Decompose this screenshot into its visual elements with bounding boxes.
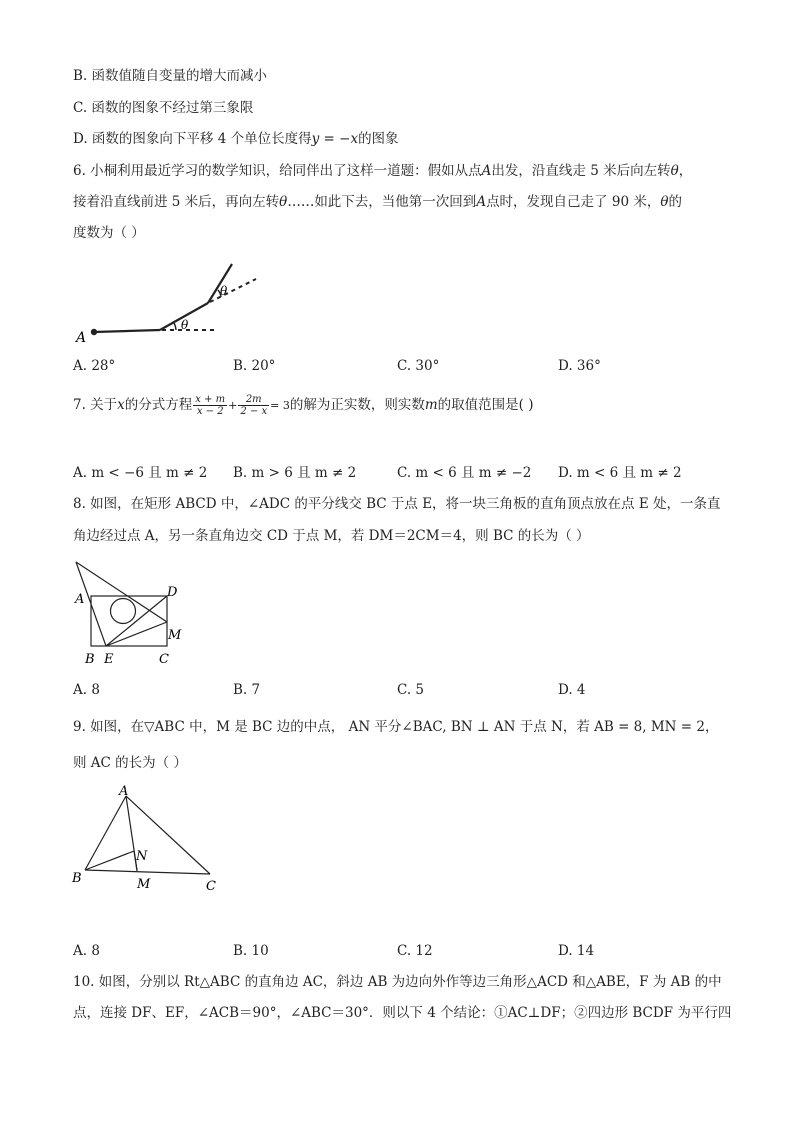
q8-label-c: C <box>159 652 169 667</box>
q5-option-d <box>73 130 399 148</box>
q9-label-c: C <box>206 879 216 894</box>
q6-line-2-d: 的 <box>668 194 682 210</box>
q6-point-a: A <box>481 163 492 179</box>
q6-option-a: A. 28° <box>73 358 116 374</box>
q9-option-a: A. 8 <box>73 943 100 959</box>
q9-option-b: B. 10 <box>233 943 269 959</box>
q6-option-b: B. 20° <box>233 358 276 374</box>
q5-option-c: C. 函数的图象不经过第三象限 <box>73 100 254 116</box>
q6-theta: θ <box>670 163 679 179</box>
q7-option-a: A. m < −6 且 m ≠ 2 <box>73 465 208 481</box>
q6-point-a-2: A <box>476 194 487 210</box>
q7-fraction-2-numerator: 2m <box>238 394 269 406</box>
q7-pre: 7. 关于 <box>73 397 118 413</box>
q9-line-2: 则 AC 的长为（ ） <box>73 755 187 771</box>
q6-label-a: A <box>76 330 87 346</box>
q6-line-2-b: ……如此下去，当他第一次回到 <box>287 194 477 210</box>
q7-option-b: B. m > 6 且 m ≠ 2 <box>233 465 357 481</box>
q8-label-d: D <box>167 585 178 600</box>
q8-option-c: C. 5 <box>397 682 425 698</box>
q9-figure <box>70 782 230 894</box>
q7-fraction-2-denominator: 2 − x <box>240 406 268 417</box>
q10-line-2: 点，连接 DF、EF，∠ACB＝90°，∠ABC＝30°．则以下 4 个结论：①AC⊥DF；②四边形 BCDF 为平行四 <box>73 1005 732 1021</box>
q6-option-c: C. 30° <box>397 358 440 374</box>
q8-option-d: D. 4 <box>558 682 586 698</box>
q8-line-2: 角边经过点 A，另一条直角边交 CD 于点 M，若 DM＝2CM＝4，则 BC 的长为（ ） <box>73 528 590 544</box>
q10-line-1: 10. 如图，分别以 Rt△ABC 的直角边 AC，斜边 AB 为边向外作等边三角形△ACD 和△ABE，F 为 AB 的中 <box>73 974 722 990</box>
q9-label-n: N <box>136 849 148 864</box>
q6-label-theta-1: θ <box>181 318 189 332</box>
q7-equals: = 3 <box>270 399 290 412</box>
q7-fraction-2 <box>238 394 269 417</box>
q6-line-2 <box>73 193 682 211</box>
q8-label-a: A <box>75 592 85 607</box>
q5-option-b: B. 函数值随自变量的增大而减小 <box>73 68 268 84</box>
q7-end: 的取值范围是( ) <box>437 397 534 413</box>
q8-label-m: M <box>168 628 182 643</box>
q7-mid: 的分式方程 <box>124 397 193 413</box>
q5-option-d-post: 的图象 <box>358 131 399 147</box>
q9-label-b: B <box>72 871 82 886</box>
q6-line-2-a: 接着沿直线前进 5 米后，再向左转 <box>73 194 280 210</box>
q5-option-d-equation: y = −x <box>311 131 359 147</box>
q8-label-e: E <box>104 652 114 667</box>
q8-line-1: 8. 如图，在矩形 ABCD 中，∠ADC 的平分线交 BC 于点 E，将一块三角板的直角顶点放在点 E 处，一条直 <box>73 496 721 512</box>
q6-line-1 <box>73 162 692 180</box>
q6-line-1-b: 出发，沿直线走 5 米后向左转 <box>491 163 671 179</box>
q7-var-m: m <box>424 397 438 413</box>
q9-option-d: D. 14 <box>558 943 595 959</box>
q9-option-c: C. 12 <box>397 943 433 959</box>
q7-plus: + <box>228 399 238 412</box>
q7-post: 的解为正实数，则实数 <box>289 397 425 413</box>
q9-label-a: A <box>119 784 129 799</box>
q6-theta-3: θ <box>660 194 669 210</box>
q7-line <box>73 388 533 423</box>
q7-var-x: x <box>117 397 125 413</box>
q9-line-1: 9. 如图，在▽ABC 中，M 是 BC 边的中点， AN 平分∠BAC, BN ⊥ AN 于点 N，若 AB = 8, MN = 2， <box>73 719 719 735</box>
q5-option-d-pre: D. 函数的图象向下平移 4 个单位长度得 <box>73 131 312 147</box>
q9-label-m: M <box>137 877 151 892</box>
q6-line-1-a: 6. 小桐利用最近学习的数学知识，给同伴出了这样一道题：假如从点 <box>73 163 482 179</box>
q7-option-c: C. m < 6 且 m ≠ −2 <box>397 465 532 481</box>
q6-figure <box>74 255 274 345</box>
q8-label-b: B <box>85 652 95 667</box>
q6-theta-2: θ <box>279 194 288 210</box>
q8-option-b: B. 7 <box>233 682 261 698</box>
q6-point-a-dot <box>91 329 97 335</box>
q6-option-d: D. 36° <box>558 358 601 374</box>
q8-option-a: A. 8 <box>73 682 100 698</box>
q6-line-1-c: ， <box>678 163 693 179</box>
q7-fraction-1 <box>193 394 227 417</box>
q6-line-2-c: 点时，发现自己走了 90 米， <box>486 194 661 210</box>
q7-fraction-1-denominator: x − 2 <box>196 406 224 417</box>
q8-figure <box>72 558 192 670</box>
q7-option-d: D. m < 6 且 m ≠ 2 <box>558 465 682 481</box>
q7-fraction-1-numerator: x + m <box>195 394 226 405</box>
q6-line-3: 度数为（ ） <box>73 225 145 241</box>
q6-label-theta-2: θ <box>220 284 228 298</box>
